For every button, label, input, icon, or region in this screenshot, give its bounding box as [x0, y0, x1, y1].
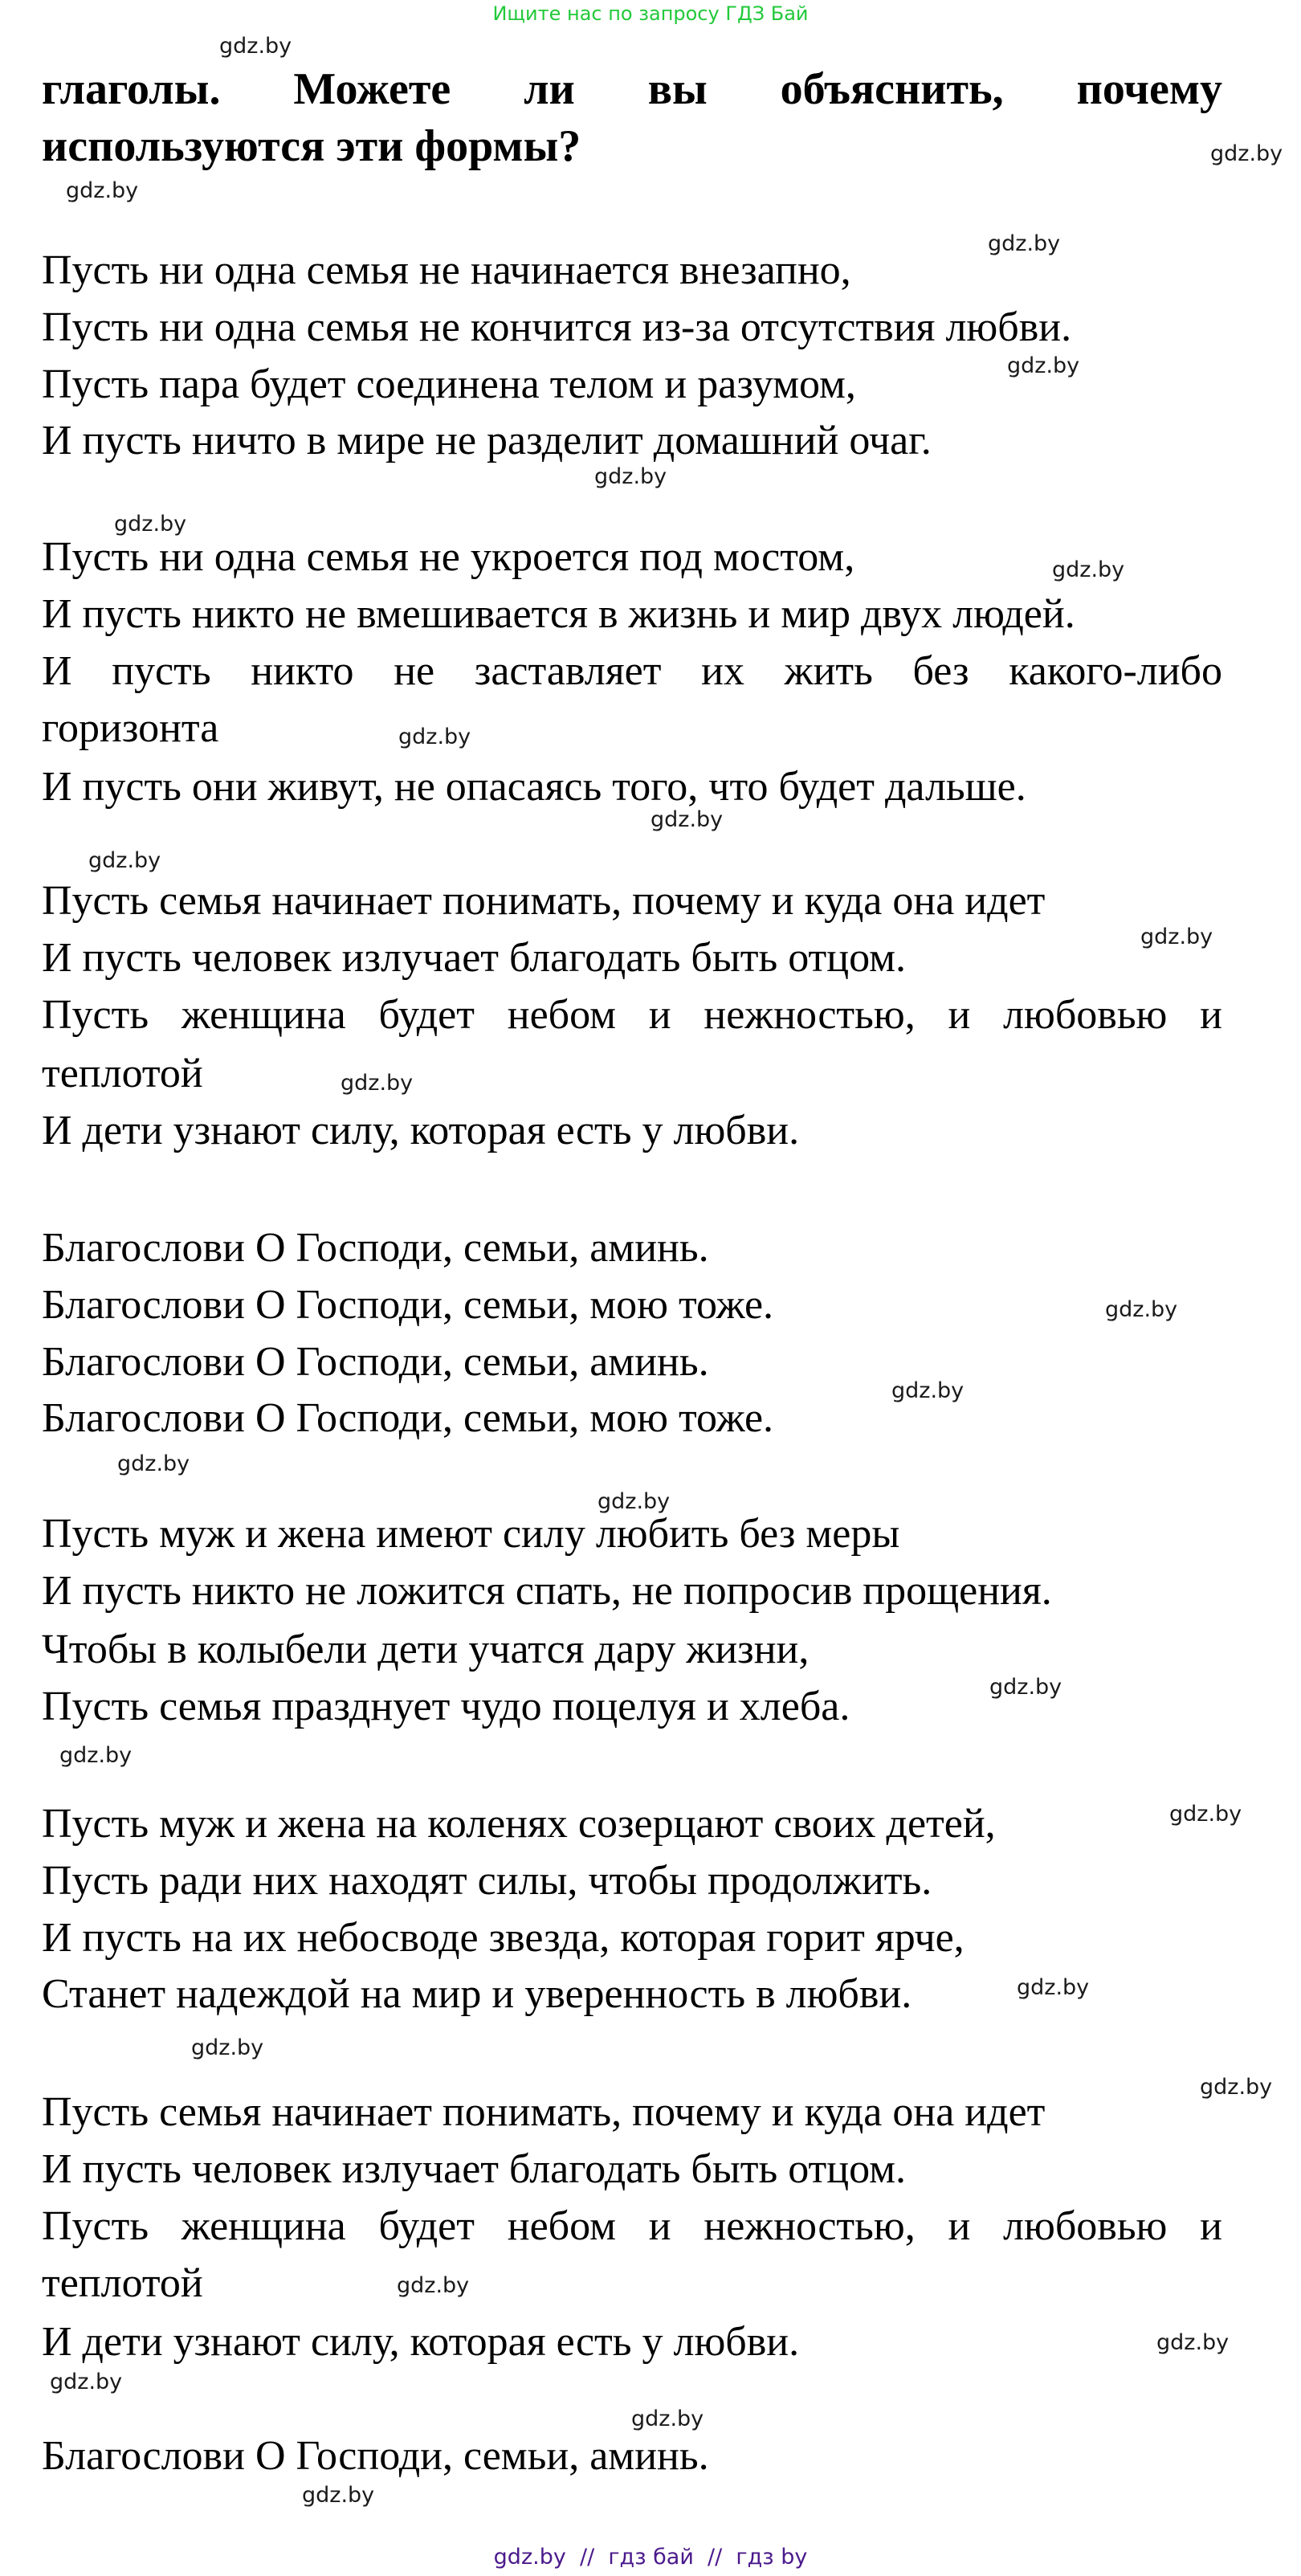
watermark: gdz.by [302, 2483, 375, 2508]
poem-line: Пусть муж и жена на коленях созерцают своих детей, [42, 1801, 996, 1847]
refrain-line: Благослови О Господи, семьи, аминь. [42, 1339, 709, 1385]
watermark: gdz.by [50, 2370, 123, 2394]
poem-line: Пусть ни одна семья не кончится из-за отсутствия любви. [42, 304, 1072, 350]
watermark: gdz.by [1052, 557, 1125, 582]
watermark: gdz.by [1007, 353, 1080, 378]
poem-line: Пусть ни одна семья не начинается внезапно, [42, 247, 851, 293]
watermark: gdz.by [1200, 2075, 1273, 2100]
poem-line: Пусть семья начинает понимать, почему и куда она идет [42, 878, 1046, 924]
watermark: gdz.by [59, 1743, 133, 1768]
poem-line: Пусть ни одна семья не укроется под мостом, [42, 534, 855, 580]
poem-line: И пусть ничто в мире не разделит домашний очаг. [42, 418, 932, 463]
poem-line: Станет надеждой на мир и уверенность в любви. [42, 1971, 912, 2017]
poem-line: И дети узнают силу, которая есть у любви. [42, 2319, 800, 2365]
watermark: gdz.by [397, 2273, 470, 2298]
poem-line: Пусть семья начинает понимать, почему и куда она идет [42, 2089, 1046, 2135]
poem-line: Пусть муж и жена имеют силу любить без меры [42, 1511, 900, 1557]
watermark: gdz.by [988, 231, 1061, 256]
poem-line: горизонта [42, 705, 219, 751]
watermark: gdz.by [631, 2407, 704, 2431]
poem-line: И пусть никто не вмешивается в жизнь и мир двух людей. [42, 591, 1075, 637]
poem-line: И пусть никто не заставляет их жить без какого-либо [42, 648, 1222, 694]
poem-line: Пусть пара будет соединена телом и разумом, [42, 361, 856, 407]
poem-line: И пусть человек излучает благодать быть отцом. [42, 935, 907, 981]
refrain-line: Благослови О Господи, семьи, аминь. [42, 1225, 709, 1271]
watermark: gdz.by [66, 178, 139, 203]
watermark: gdz.by [597, 1489, 671, 1514]
watermark: gdz.by [989, 1675, 1062, 1700]
watermark: gdz.by [1169, 1802, 1242, 1827]
poem-line: теплотой [42, 1051, 203, 1096]
poem-line: теплотой [42, 2260, 203, 2306]
watermark: gdz.by [191, 2035, 264, 2060]
refrain-line: Благослови О Господи, семьи, мою тоже. [42, 1395, 774, 1441]
footer-links: gdz.by // гдз бай // гдз by [493, 2545, 808, 2570]
watermark: gdz.by [891, 1378, 965, 1403]
watermark: gdz.by [1210, 141, 1283, 166]
search-hint-banner: Ищите нас по запросу ГДЗ Бай [492, 2, 809, 25]
refrain-line: Благослови О Господи, семьи, аминь. [42, 2433, 709, 2479]
poem-line: Пусть семья празднует чудо поцелуя и хлеба. [42, 1684, 850, 1729]
refrain-line: Благослови О Господи, семьи, мою тоже. [42, 1282, 774, 1328]
watermark: gdz.by [117, 1451, 190, 1476]
poem-line: И пусть на их небосводе звезда, которая горит ярче, [42, 1915, 965, 1961]
watermark: gdz.by [341, 1071, 414, 1096]
poem-line: И пусть никто не ложится спать, не попросив прощения. [42, 1568, 1052, 1614]
watermark: gdz.by [594, 464, 667, 489]
watermark: gdz.by [1017, 1975, 1090, 2000]
watermark: gdz.by [1105, 1297, 1178, 1322]
poem-line: И пусть человек излучает благодать быть отцом. [42, 2146, 907, 2192]
heading-line-1: глаголы. Можете ли вы объяснить, почему [42, 64, 1222, 114]
watermark: gdz.by [114, 512, 187, 537]
watermark: gdz.by [1156, 2330, 1230, 2355]
watermark: gdz.by [650, 807, 724, 832]
poem-line: И пусть они живут, не опасаясь того, что будет дальше. [42, 764, 1026, 810]
poem-line: Чтобы в колыбели дети учатся дару жизни, [42, 1627, 810, 1672]
watermark: gdz.by [88, 848, 161, 873]
poem-line: Пусть женщина будет небом и нежностью, и любовью и [42, 992, 1222, 1038]
poem-line: Пусть женщина будет небом и нежностью, и любовью и [42, 2203, 1222, 2249]
watermark: gdz.by [219, 34, 292, 59]
poem-line: Пусть ради них находят силы, чтобы продолжить. [42, 1858, 932, 1904]
watermark: gdz.by [1140, 925, 1213, 949]
poem-line: И дети узнают силу, которая есть у любви. [42, 1108, 800, 1153]
watermark: gdz.by [398, 725, 471, 749]
heading-line-2: используются эти формы? [42, 121, 581, 171]
